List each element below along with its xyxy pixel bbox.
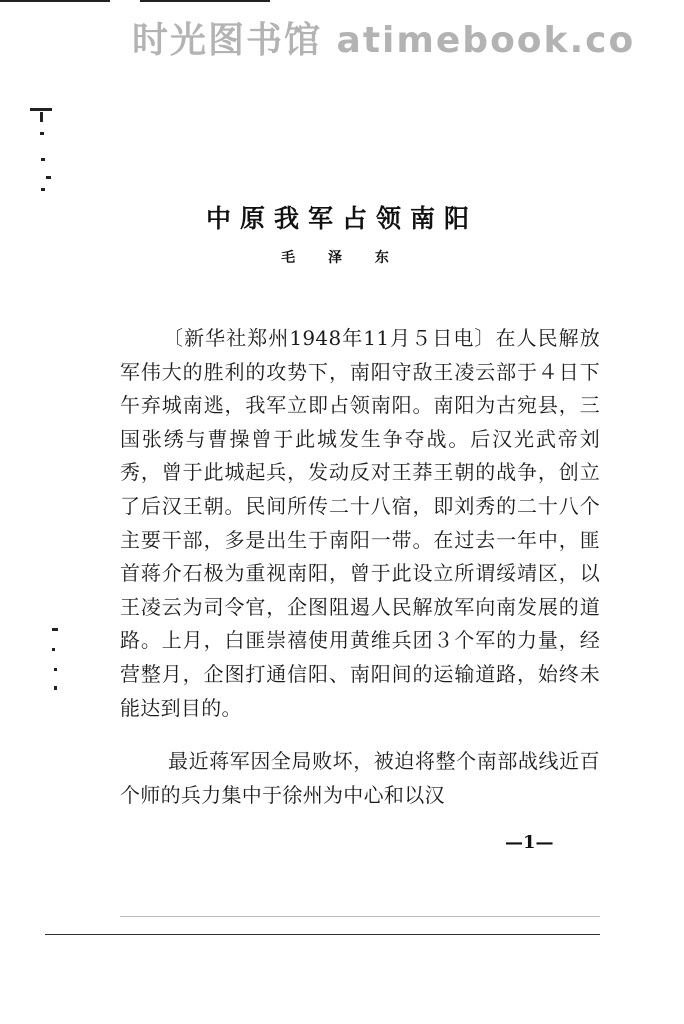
- article-title: 中原我军占领南阳: [205, 203, 478, 233]
- scan-top-rule: [140, 0, 270, 2]
- article-paragraph: 最近蒋军因全局败坏，被迫将整个南部战线近百个师的兵力集中于徐州为中心和以汉: [120, 749, 600, 807]
- scan-bottom-rule: [120, 916, 600, 917]
- watermark: 时光图书馆 atimebook.co: [132, 20, 636, 61]
- scan-bottom-rule: [45, 934, 600, 935]
- scan-top-rule: [0, 0, 110, 2]
- article-author: 毛 泽 东: [281, 250, 403, 266]
- page-number: —1—: [505, 832, 554, 853]
- article-paragraph: 〔新华社郑州1948年11月５日电〕在人民解放军伟大的胜利的攻势下，南阳守敌王凌云部于４日下午弃城南逃，我军立即占领南阳。南阳为古宛县，三国张绣与曹操曾于此城发生争夺战。后汉光武帝刘秀，曾于此城起兵，发动反对王莽王朝的战争，创立了后汉王朝。民间所传二十八宿，即刘秀的二十八个主要干部，多是出生于南阳一带。在过去一年中，匪首蒋介石极为重视南阳，曾于此设立所谓绥靖区，以王凌云为司令官，企图阻遏人民解放军向南发展的道路。上月，白匪崇禧使用黄维兵团３个军的力量，经营整月，企图打通信阳、南阳间的运输道路，始终未能达到目的。: [120, 326, 600, 720]
